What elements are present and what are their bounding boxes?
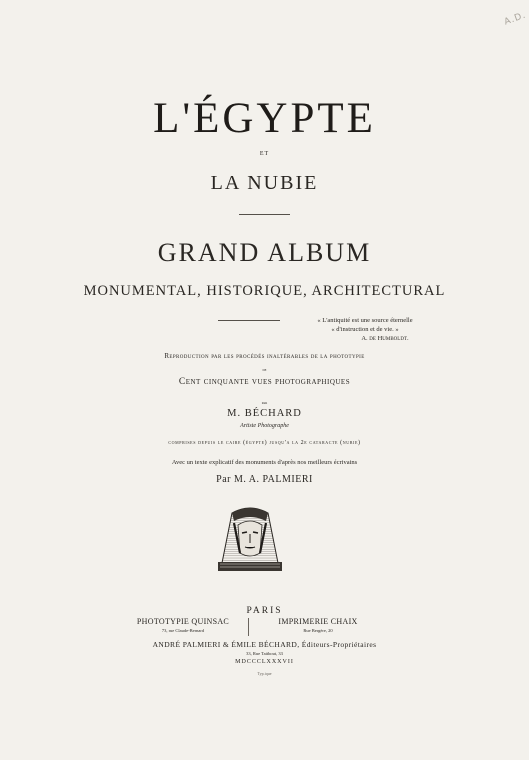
author-role: Artiste Photographe (240, 423, 289, 429)
printer-name: PHOTOTYPIE QUINSAC (136, 617, 230, 626)
main-title: L'ÉGYPTE (153, 95, 376, 142)
epigraph-line: « d'instruction et de vie. » (331, 326, 399, 333)
publishers-address: 33, Rue Taitbout, 33 (246, 651, 283, 656)
epigraph (300, 316, 430, 343)
comprises-line: comprises depuis le caire (égypte) jusqu'a la 2e cataracte (nubie) (168, 440, 361, 446)
printer-chaix (262, 617, 374, 633)
word-par: par (261, 400, 268, 405)
author-palmieri: Par M. A. PALMIERI (216, 474, 313, 485)
printer-name: IMPRIMERIE CHAIX (278, 617, 358, 626)
views-count-line: Cent cinquante vues photographiques (178, 377, 351, 387)
city: PARIS (246, 606, 283, 616)
sphinx-vignette-icon (218, 505, 282, 571)
divider-rule (239, 214, 290, 215)
epigraph-line: « L'antiquité est une source éternelle (317, 317, 413, 324)
column-divider (248, 618, 249, 636)
reproduction-line: Reproduction par les procédés inaltérables de la phototypie (164, 352, 365, 360)
pencil-note: A.D. (503, 10, 529, 28)
text-note: Avec un texte explicatif des monuments d'après nos meilleurs écrivains (171, 459, 358, 466)
epigraph-author: A. de Humboldt. (361, 335, 409, 342)
subtitle: LA NUBIE (210, 172, 319, 194)
printer-address: Rue Bergère, 20 (303, 628, 333, 633)
publication-year: MDCCCLXXXVII (235, 659, 294, 665)
publishers-line: ANDRÉ PALMIERI & ÉMILE BÉCHARD, Éditeurs-Propriétaires (152, 640, 377, 649)
album-subtitle: MONUMENTAL, HISTORIQUE, ARCHITECTURAL (83, 283, 446, 299)
epigraph-rule (218, 320, 280, 321)
word-de: de (262, 367, 267, 372)
album-title: GRAND ALBUM (157, 238, 372, 267)
printer-mark: Typ.ique (257, 671, 272, 676)
printer-quinsac (131, 617, 235, 633)
conjunction-et: ET (259, 151, 270, 157)
author-bechard: M. BÉCHARD (227, 408, 302, 419)
printer-address: 73, rue Claude-Bernard (161, 628, 205, 633)
